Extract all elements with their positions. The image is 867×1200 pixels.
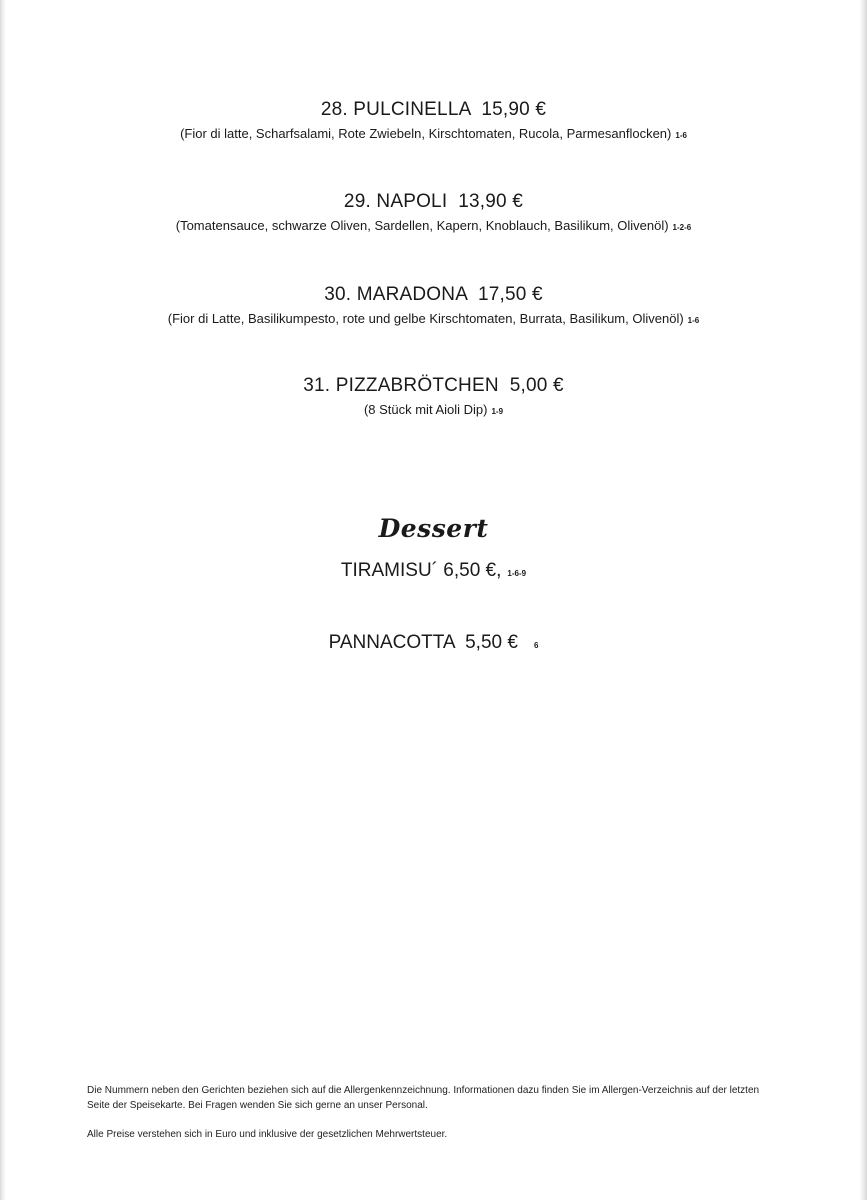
menu-item-pizzabroetchen	[0, 374, 867, 421]
dessert-item-tiramisu	[0, 559, 867, 586]
menu-item-ingredients: (Fior di latte, Scharfsalami, Rote Zwiebeln, Kirschtomaten, Rucola, Parmesanflocken)	[180, 126, 672, 141]
menu-item-ingredients: (Tomatensauce, schwarze Oliven, Sardellen, Kapern, Knoblauch, Basilikum, Olivenöl)	[175, 218, 669, 233]
menu-item-description	[0, 217, 867, 237]
menu-item-ingredients: (8 Stück mit Aioli Dip)	[363, 402, 488, 417]
menu-item-description	[0, 125, 867, 145]
dessert-item-title: PANNACOTTA 5,50 €	[328, 632, 518, 653]
menu-item-maradona	[0, 283, 867, 330]
allergen-codes: 1-2-6	[672, 223, 692, 232]
dessert-item-pannacotta	[0, 631, 867, 658]
menu-item-ingredients: (Fior di Latte, Basilikumpesto, rote und gelbe Kirschtomaten, Burrata, Basilikum, Olivenöl)	[167, 311, 684, 326]
footer-price-note: Alle Preise verstehen sich in Euro und inklusive der gesetzlichen Mehrwertsteuer.	[87, 1129, 448, 1140]
menu-item-napoli	[0, 190, 867, 237]
menu-item-description	[0, 310, 867, 330]
dessert-heading: Dessert	[378, 514, 489, 543]
menu-item-title: 31. PIZZABRÖTCHEN 5,00 €	[303, 375, 564, 396]
allergen-codes: 1-6	[675, 131, 687, 140]
allergen-codes: 1-6	[687, 316, 700, 325]
menu-item-pulcinella	[0, 98, 867, 145]
menu-item-title: 28. PULCINELLA 15,90 €	[320, 99, 547, 120]
menu-item-description	[0, 401, 867, 421]
allergen-codes: 6	[533, 641, 539, 650]
allergen-codes: 1-6-9	[507, 569, 527, 578]
footer-allergen-note: Die Nummern neben den Gerichten beziehen sich auf die Allergenkennzeichnung. Informationen dazu finden Sie im Allergen-Verzeichnis auf der letzten Seite der Speisekarte. Bei Fragen wenden Sie sich gerne an unser Personal.	[87, 1085, 760, 1111]
dessert-item-title: TIRAMISU´ 6,50 €,	[340, 560, 502, 581]
page-edge-right	[859, 0, 867, 1200]
page-edge-left	[0, 0, 6, 1200]
menu-item-title: 29. NAPOLI 13,90 €	[343, 191, 524, 212]
allergen-codes: 1-9	[491, 407, 504, 416]
menu-item-title: 30. MARADONA 17,50 €	[324, 284, 543, 305]
